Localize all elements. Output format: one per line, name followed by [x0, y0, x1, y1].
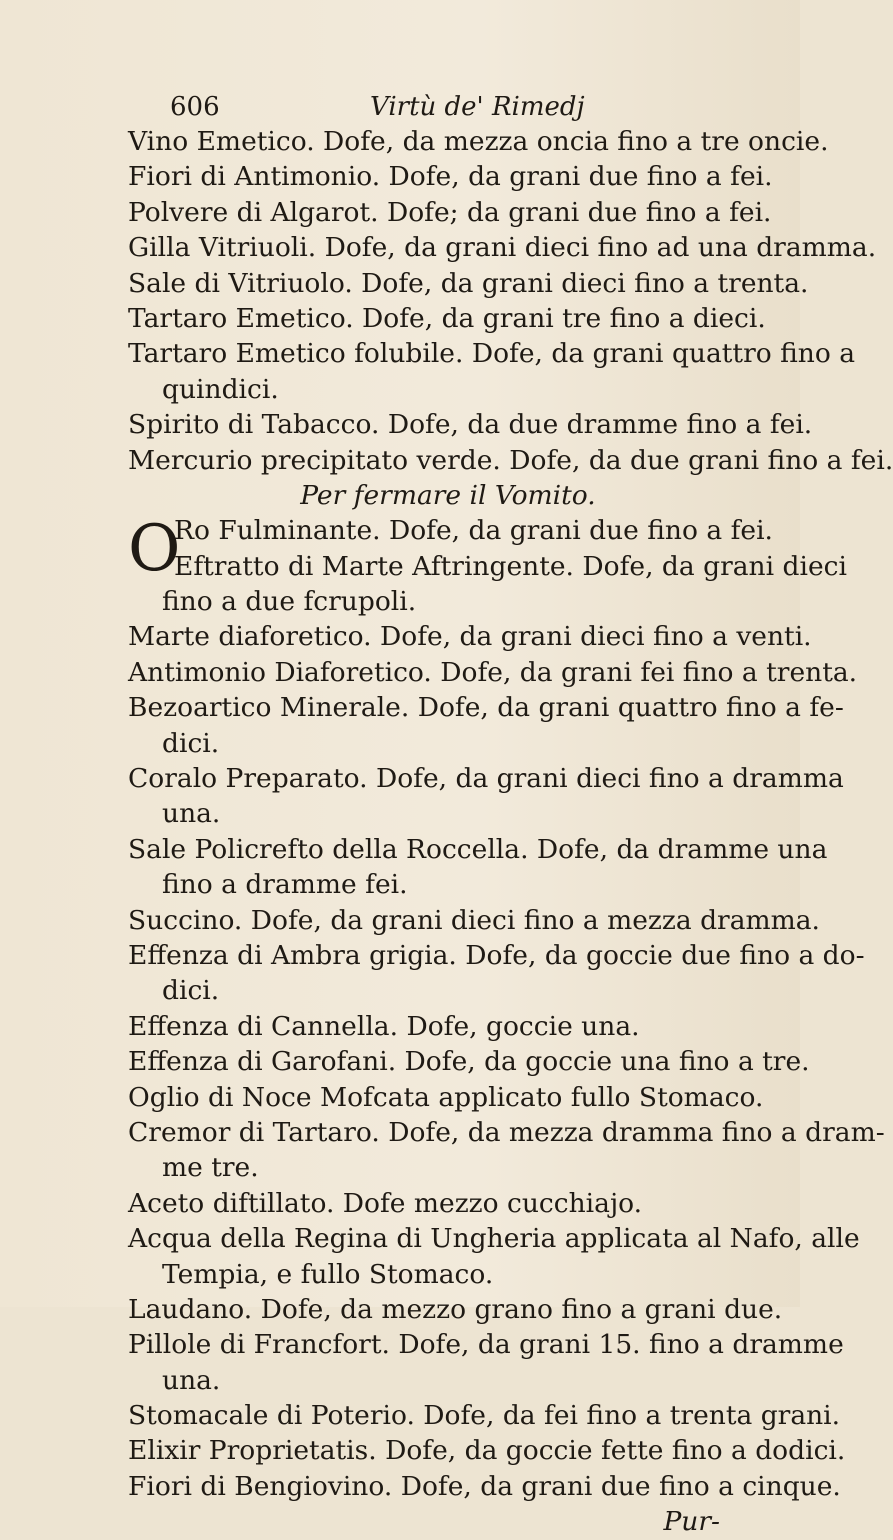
text-line: Acqua della Regina di Ungheria applicata al Nafo, alle: [128, 1223, 860, 1255]
text-line: Marte diaforetico. Dofe, da grani dieci fino a venti.: [128, 621, 812, 653]
text-line: Fiori di Bengiovino. Dofe, da grani due fino a cinque.: [128, 1470, 841, 1502]
text-line: Elixir Proprietatis. Dofe, da goccie fette fino a dodici.: [128, 1435, 846, 1467]
text-line: dici.: [162, 727, 220, 759]
text-line: dici.: [162, 975, 220, 1007]
text-line: Aceto diftillato. Dofe mezzo cucchiajo.: [128, 1187, 643, 1219]
text-line: Coralo Preparato. Dofe, da grani dieci fino a dramma: [128, 763, 844, 795]
text-line: Vino Emetico. Dofe, da mezza oncia fino a tre oncie.: [128, 126, 829, 157]
text-line: Polvere di Algarot. Dofe; da grani due fino a fei.: [128, 196, 772, 228]
text-line: Succino. Dofe, da grani dieci fino a mezza dramma.: [128, 904, 820, 936]
text-line: Effenza di Ambra grigia. Dofe, da goccie due fino a do-: [128, 939, 865, 971]
text-line: me tre.: [162, 1152, 259, 1184]
page-number: 606: [170, 92, 220, 122]
text-line: Effenza di Garofani. Dofe, da goccie una fino a tre.: [128, 1046, 810, 1078]
text-line: Antimonio Diaforetico. Dofe, da grani fei fino a trenta.: [128, 656, 858, 688]
text-line: Tempia, e fullo Stomaco.: [162, 1258, 494, 1290]
text-line-content: Ro Fulminante. Dofe, da grani due fino a fei.: [174, 515, 773, 547]
text-line: una.: [162, 798, 221, 830]
text-line: Spirito di Tabacco. Dofe, da due dramme fino a fei.: [128, 409, 813, 441]
text-line: Sale di Vitriuolo. Dofe, da grani dieci fino a trenta.: [128, 267, 809, 299]
text-line: quindici.: [162, 373, 279, 405]
page-header: [170, 86, 730, 126]
section-heading: Per fermare il Vomito.: [300, 479, 596, 511]
text-line: Sale Policrefto della Roccella. Dofe, da dramme una: [128, 833, 828, 865]
text-line: Pillole di Francfort. Dofe, da grani 15. fino a dramme: [128, 1329, 844, 1361]
page-body: [128, 124, 893, 1540]
text-line: Tartaro Emetico. Dofe, da grani tre fino a dieci.: [128, 302, 766, 334]
text-line: Laudano. Dofe, da mezzo grano fino a grani due.: [128, 1293, 783, 1325]
text-line: Bezoartico Minerale. Dofe, da grani quattro fino a fe-: [128, 692, 844, 724]
drop-cap: O: [128, 512, 181, 587]
text-line: Mercurio precipitato verde. Dofe, da due grani fino a fei.: [128, 444, 893, 476]
running-title: Virtù de' Rimedj: [370, 92, 585, 122]
text-line: Cremor di Tartaro. Dofe, da mezza dramma fino a dram-: [128, 1116, 885, 1148]
text-line: Stomacale di Poterio. Dofe, da fei fino a trenta grani.: [128, 1400, 841, 1432]
text-line: una.: [162, 1364, 221, 1396]
text-line: Fiori di Antimonio. Dofe, da grani due fino a fei.: [128, 161, 773, 193]
text-line: Tartaro Emetico folubile. Dofe, da grani quattro fino a: [128, 338, 856, 370]
catchword: Pur-: [663, 1506, 720, 1538]
text-line: fino a dramme fei.: [162, 869, 408, 901]
text-line: Gilla Vitriuoli. Dofe, da grani dieci fino ad una dramma.: [128, 232, 877, 264]
text-line: Oglio di Noce Mofcata applicato fullo Stomaco.: [128, 1081, 764, 1113]
text-line: fino a due fcrupoli.: [162, 586, 417, 618]
text-line: Effenza di Cannella. Dofe, goccie una.: [128, 1010, 640, 1042]
text-line: Eftratto di Marte Aftringente. Dofe, da grani dieci: [174, 550, 847, 582]
